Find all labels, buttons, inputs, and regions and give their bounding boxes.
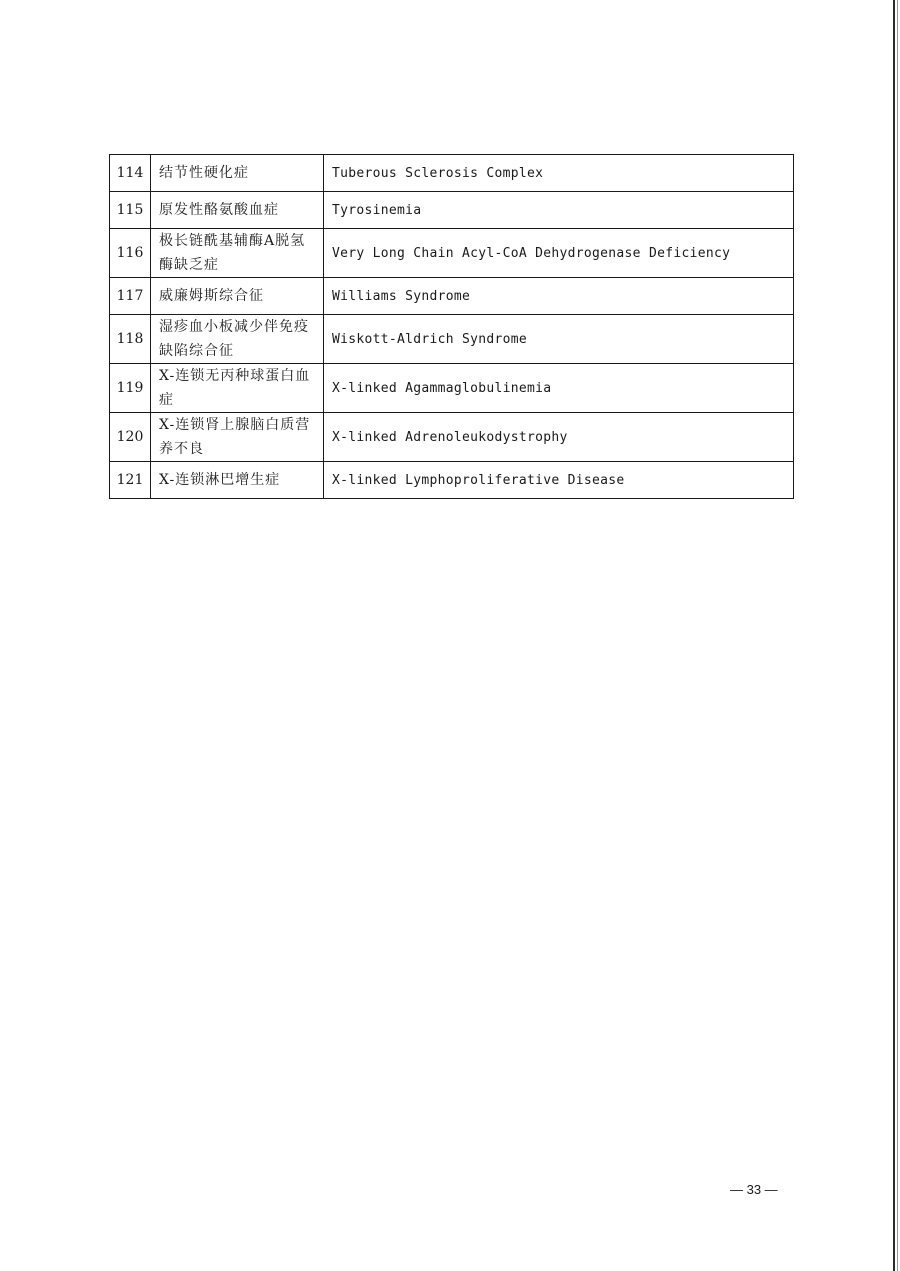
chinese-name: 极长链酰基辅酶A脱氢酶缺乏症 — [151, 229, 324, 278]
chinese-name: X-连锁无丙种球蛋白血症 — [151, 364, 324, 413]
table-row — [110, 364, 794, 413]
page-edge-line — [893, 0, 895, 1271]
row-number: 116 — [110, 229, 151, 278]
chinese-name: 原发性酪氨酸血症 — [151, 192, 324, 229]
row-number: 117 — [110, 278, 151, 315]
english-name: Wiskott-Aldrich Syndrome — [324, 315, 794, 364]
page-number: — 33 — — [730, 1182, 778, 1197]
english-name: X-linked Agammaglobulinemia — [324, 364, 794, 413]
chinese-name: 湿疹血小板减少伴免疫缺陷综合征 — [151, 315, 324, 364]
english-name: X-linked Adrenoleukodystrophy — [324, 413, 794, 462]
row-number: 121 — [110, 462, 151, 499]
chinese-name: 威廉姆斯综合征 — [151, 278, 324, 315]
table-row — [110, 315, 794, 364]
english-name: Tuberous Sclerosis Complex — [324, 155, 794, 192]
english-name: Very Long Chain Acyl-CoA Dehydrogenase Deficiency — [324, 229, 794, 278]
page-edge-shadow — [897, 0, 898, 1271]
english-name: X-linked Lymphoproliferative Disease — [324, 462, 794, 499]
table-row — [110, 155, 794, 192]
rare-disease-table — [109, 154, 794, 499]
chinese-name: 结节性硬化症 — [151, 155, 324, 192]
table-row — [110, 413, 794, 462]
table-row — [110, 278, 794, 315]
row-number: 115 — [110, 192, 151, 229]
english-name: Tyrosinemia — [324, 192, 794, 229]
chinese-name: X-连锁淋巴增生症 — [151, 462, 324, 499]
row-number: 119 — [110, 364, 151, 413]
chinese-name: X-连锁肾上腺脑白质营养不良 — [151, 413, 324, 462]
row-number: 114 — [110, 155, 151, 192]
table-row — [110, 229, 794, 278]
table-row — [110, 192, 794, 229]
table-row — [110, 462, 794, 499]
row-number: 118 — [110, 315, 151, 364]
english-name: Williams Syndrome — [324, 278, 794, 315]
row-number: 120 — [110, 413, 151, 462]
